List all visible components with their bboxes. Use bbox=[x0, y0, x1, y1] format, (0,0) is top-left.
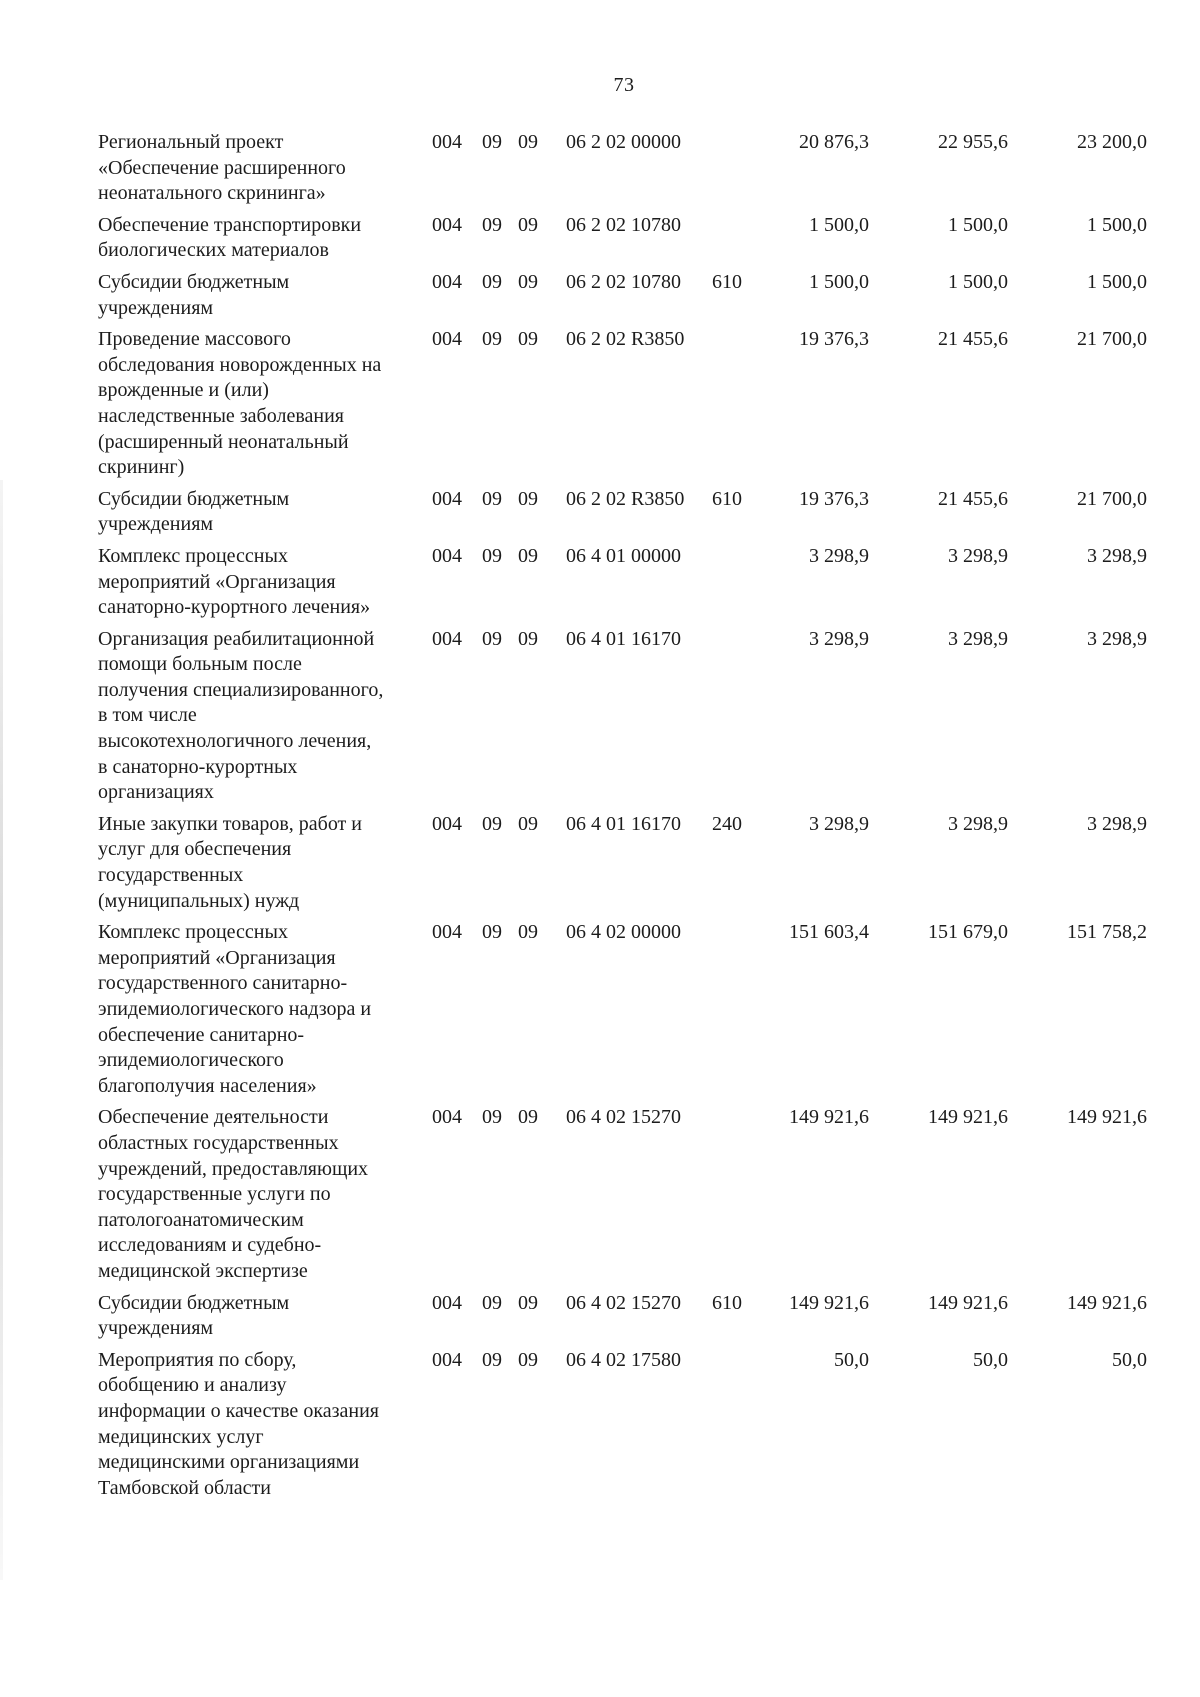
section-code: 09 bbox=[482, 1106, 502, 1129]
row-name: Проведение массового обследования новорожденных на врожденные и (или) наследственные заболевания (расширенный неонатальный скрининг) bbox=[98, 328, 382, 479]
amount-year-3: 3 298,9 bbox=[1087, 544, 1147, 567]
table-row bbox=[98, 270, 1163, 321]
amount-year-2: 1 500,0 bbox=[948, 213, 1008, 236]
amount-year-2: 3 298,9 bbox=[948, 812, 1008, 835]
amount-year-3: 1 500,0 bbox=[1087, 213, 1147, 236]
subsection-code: 09 bbox=[518, 812, 538, 835]
section-code: 09 bbox=[482, 544, 502, 567]
target-article-code: 06 2 02 R3850 bbox=[566, 487, 685, 510]
target-article-code: 06 2 02 R3850 bbox=[566, 328, 685, 351]
row-name: Субсидии бюджетным учреждениям bbox=[98, 270, 290, 319]
subsection-code: 09 bbox=[518, 131, 538, 153]
table-row bbox=[98, 812, 1163, 914]
amount-year-1: 19 376,3 bbox=[799, 328, 869, 351]
amount-year-1: 3 298,9 bbox=[809, 627, 869, 650]
amount-year-2: 149 921,6 bbox=[928, 1291, 1008, 1314]
row-name: Обеспечение транспортировки биологических материалов bbox=[98, 213, 362, 262]
expense-type-code: 610 bbox=[712, 270, 742, 293]
subsection-code: 09 bbox=[518, 544, 538, 567]
amount-year-2: 22 955,6 bbox=[938, 131, 1008, 153]
subsection-code: 09 bbox=[518, 328, 538, 351]
target-article-code: 06 4 02 17580 bbox=[566, 1348, 681, 1371]
amount-year-3: 3 298,9 bbox=[1087, 627, 1147, 650]
subsection-code: 09 bbox=[518, 213, 538, 236]
admin-code: 004 bbox=[432, 487, 462, 510]
admin-code: 004 bbox=[432, 812, 462, 835]
section-code: 09 bbox=[482, 328, 502, 351]
amount-year-1: 3 298,9 bbox=[809, 812, 869, 835]
amount-year-2: 1 500,0 bbox=[948, 270, 1008, 293]
subsection-code: 09 bbox=[518, 921, 538, 944]
row-name: Иные закупки товаров, работ и услуг для обеспечения государственных (муниципальных) нужд bbox=[98, 812, 363, 912]
scan-edge-shadow bbox=[0, 480, 3, 1580]
section-code: 09 bbox=[482, 627, 502, 650]
admin-code: 004 bbox=[432, 627, 462, 650]
admin-code: 004 bbox=[432, 544, 462, 567]
row-name: Организация реабилитационной помощи больным после получения специализированного, в том числе высокотехнологичного лечения, в санаторно-курортных организациях bbox=[98, 627, 384, 804]
admin-code: 004 bbox=[432, 1348, 462, 1371]
table-row bbox=[98, 130, 1163, 207]
row-name: Субсидии бюджетным учреждениям bbox=[98, 1291, 290, 1340]
target-article-code: 06 2 02 00000 bbox=[566, 131, 681, 153]
section-code: 09 bbox=[482, 1291, 502, 1314]
amount-year-2: 3 298,9 bbox=[948, 627, 1008, 650]
row-name: Субсидии бюджетным учреждениям bbox=[98, 487, 290, 536]
admin-code: 004 bbox=[432, 1291, 462, 1314]
row-name: Комплекс процессных мероприятий «Организация государственного санитарно- эпидемиологического надзора и обеспечение санитарно- эпидемиологического благополучия населения» bbox=[98, 921, 372, 1097]
row-name: Мероприятия по сбору, обобщению и анализу информации о качестве оказания медицинских услуг медицинскими организациями Тамбовской области bbox=[98, 1348, 379, 1499]
section-code: 09 bbox=[482, 270, 502, 293]
amount-year-1: 3 298,9 bbox=[809, 544, 869, 567]
target-article-code: 06 2 02 10780 bbox=[566, 270, 681, 293]
section-code: 09 bbox=[482, 213, 502, 236]
budget-table bbox=[98, 130, 1163, 1507]
subsection-code: 09 bbox=[518, 270, 538, 293]
amount-year-2: 21 455,6 bbox=[938, 487, 1008, 510]
subsection-code: 09 bbox=[518, 1106, 538, 1129]
table-row bbox=[98, 487, 1163, 538]
amount-year-3: 50,0 bbox=[1112, 1348, 1147, 1371]
row-name: Комплекс процессных мероприятий «Организация санаторно-курортного лечения» bbox=[98, 544, 371, 619]
amount-year-2: 21 455,6 bbox=[938, 328, 1008, 351]
amount-year-2: 149 921,6 bbox=[928, 1106, 1008, 1129]
amount-year-3: 151 758,2 bbox=[1067, 921, 1147, 944]
amount-year-2: 151 679,0 bbox=[928, 921, 1008, 944]
amount-year-3: 1 500,0 bbox=[1087, 270, 1147, 293]
section-code: 09 bbox=[482, 921, 502, 944]
target-article-code: 06 4 01 00000 bbox=[566, 544, 681, 567]
amount-year-1: 19 376,3 bbox=[799, 487, 869, 510]
amount-year-3: 21 700,0 bbox=[1077, 328, 1147, 351]
amount-year-3: 149 921,6 bbox=[1067, 1106, 1147, 1129]
subsection-code: 09 bbox=[518, 487, 538, 510]
subsection-code: 09 bbox=[518, 627, 538, 650]
target-article-code: 06 4 02 15270 bbox=[566, 1291, 681, 1314]
table-row bbox=[98, 920, 1163, 1099]
table-row bbox=[98, 1105, 1163, 1284]
target-article-code: 06 4 01 16170 bbox=[566, 627, 681, 650]
amount-year-3: 149 921,6 bbox=[1067, 1291, 1147, 1314]
amount-year-2: 50,0 bbox=[973, 1348, 1008, 1371]
amount-year-1: 149 921,6 bbox=[789, 1106, 869, 1129]
admin-code: 004 bbox=[432, 270, 462, 293]
target-article-code: 06 4 02 00000 bbox=[566, 921, 681, 944]
row-name: Региональный проект «Обеспечение расширенного неонатального скрининга» bbox=[98, 131, 346, 205]
section-code: 09 bbox=[482, 1348, 502, 1371]
admin-code: 004 bbox=[432, 131, 462, 153]
target-article-code: 06 2 02 10780 bbox=[566, 213, 681, 236]
amount-year-1: 1 500,0 bbox=[809, 270, 869, 293]
amount-year-1: 1 500,0 bbox=[809, 213, 869, 236]
table-row bbox=[98, 627, 1163, 806]
subsection-code: 09 bbox=[518, 1348, 538, 1371]
table-row bbox=[98, 327, 1163, 481]
amount-year-1: 50,0 bbox=[834, 1348, 869, 1371]
expense-type-code: 610 bbox=[712, 1291, 742, 1314]
amount-year-3: 21 700,0 bbox=[1077, 487, 1147, 510]
expense-type-code: 240 bbox=[712, 812, 742, 835]
table-row bbox=[98, 1348, 1163, 1502]
amount-year-3: 3 298,9 bbox=[1087, 812, 1147, 835]
subsection-code: 09 bbox=[518, 1291, 538, 1314]
section-code: 09 bbox=[482, 812, 502, 835]
target-article-code: 06 4 01 16170 bbox=[566, 812, 681, 835]
admin-code: 004 bbox=[432, 1106, 462, 1129]
amount-year-1: 20 876,3 bbox=[799, 131, 869, 153]
amount-year-1: 149 921,6 bbox=[789, 1291, 869, 1314]
admin-code: 004 bbox=[432, 213, 462, 236]
table-row bbox=[98, 544, 1163, 621]
amount-year-1: 151 603,4 bbox=[789, 921, 869, 944]
amount-year-2: 3 298,9 bbox=[948, 544, 1008, 567]
admin-code: 004 bbox=[432, 921, 462, 944]
section-code: 09 bbox=[482, 487, 502, 510]
table-row bbox=[98, 1291, 1163, 1342]
expense-type-code: 610 bbox=[712, 487, 742, 510]
table-row bbox=[98, 213, 1163, 264]
page-number: 73 bbox=[613, 74, 635, 96]
section-code: 09 bbox=[482, 131, 502, 153]
amount-year-3: 23 200,0 bbox=[1077, 131, 1147, 153]
target-article-code: 06 4 02 15270 bbox=[566, 1106, 681, 1129]
admin-code: 004 bbox=[432, 328, 462, 351]
row-name: Обеспечение деятельности областных государственных учреждений, предоставляющих государственные услуги по патологоанатомическим исследованиям и судебно- медицинской экспертизе bbox=[98, 1106, 369, 1282]
